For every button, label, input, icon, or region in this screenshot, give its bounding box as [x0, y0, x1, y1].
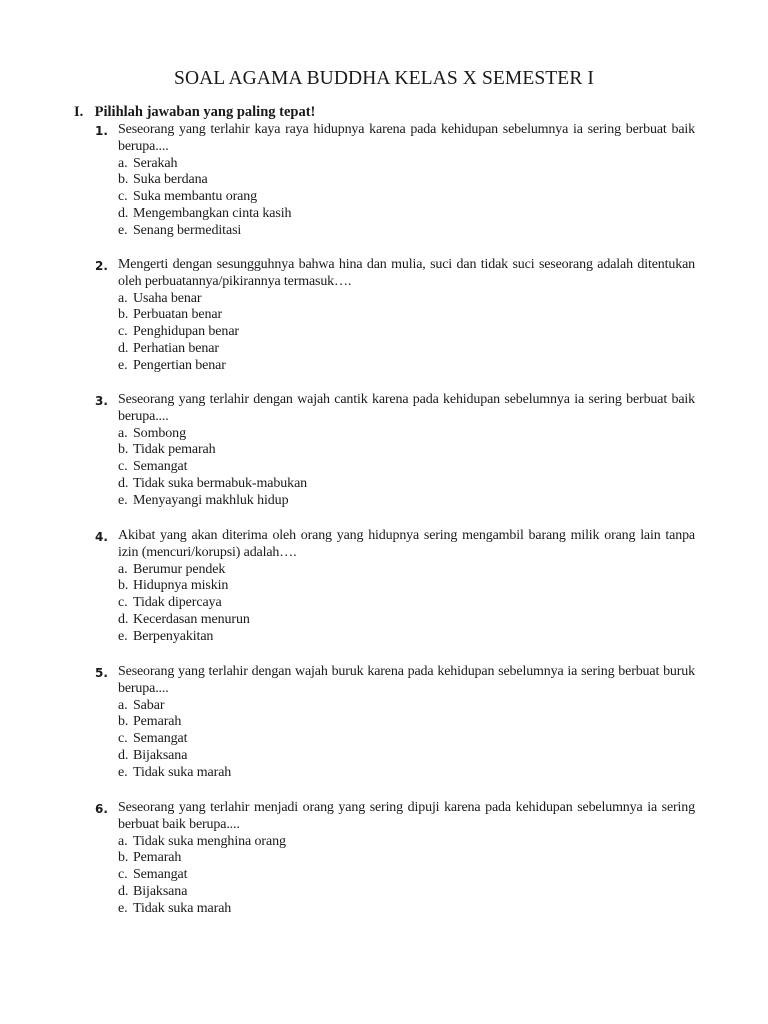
option-text: Tidak dipercaya — [133, 595, 222, 611]
option-c — [118, 459, 695, 476]
option-letter: b. — [118, 714, 129, 730]
option-e — [118, 901, 695, 918]
option-letter: c. — [118, 731, 128, 747]
option-e — [118, 493, 695, 510]
option-list — [118, 562, 695, 646]
question-5 — [95, 664, 695, 782]
question-number: 2. — [95, 259, 108, 273]
option-letter: d. — [118, 611, 129, 627]
question-1 — [95, 122, 695, 240]
question-text: Akibat yang akan diterima oleh orang yang hidupnya sering mengambil barang milik orang lain tanpa izin (mencuri/korupsi) adalah…. — [118, 528, 695, 560]
option-letter: a. — [118, 155, 128, 171]
option-a — [118, 698, 695, 715]
option-b — [118, 442, 695, 459]
option-letter: d. — [118, 340, 129, 356]
option-text: Sabar — [133, 697, 165, 713]
option-letter: e. — [118, 628, 128, 644]
page-title: SOAL AGAMA BUDDHA KELAS X SEMESTER I — [174, 68, 594, 89]
option-letter: a. — [118, 425, 128, 441]
option-text: Pemarah — [133, 714, 182, 730]
option-text: Tidak suka marah — [133, 764, 232, 780]
option-list — [118, 698, 695, 782]
option-letter: e. — [118, 357, 128, 373]
option-e — [118, 358, 695, 375]
option-letter: e. — [118, 492, 128, 508]
option-letter: b. — [118, 578, 129, 594]
option-letter: d. — [118, 747, 129, 763]
option-d — [118, 748, 695, 765]
option-text: Suka berdana — [133, 172, 208, 188]
question-4 — [95, 528, 695, 646]
option-letter: a. — [118, 697, 128, 713]
option-list — [118, 156, 695, 240]
option-c — [118, 324, 695, 341]
section-heading — [74, 104, 315, 121]
option-text: Suka membantu orang — [133, 189, 258, 205]
question-6 — [95, 800, 695, 918]
option-text: Usaha benar — [133, 290, 202, 306]
option-letter: b. — [118, 850, 129, 866]
option-letter: c. — [118, 867, 128, 883]
option-text: Tidak suka marah — [133, 900, 232, 916]
option-letter: c. — [118, 324, 128, 340]
option-a — [118, 834, 695, 851]
option-letter: d. — [118, 883, 129, 899]
option-text: Semangat — [133, 459, 188, 475]
option-text: Tidak suka bermabuk-mabukan — [133, 475, 308, 491]
option-a — [118, 562, 695, 579]
question-text: Seseorang yang terlahir dengan wajah cantik karena pada kehidupan sebelumnya ia sering berbuat baik berupa.... — [118, 392, 695, 424]
option-d — [118, 206, 695, 223]
option-text: Berpenyakitan — [133, 628, 214, 644]
option-letter: b. — [118, 307, 129, 323]
option-a — [118, 291, 695, 308]
option-letter: e. — [118, 900, 128, 916]
option-d — [118, 476, 695, 493]
option-text: Semangat — [133, 731, 188, 747]
option-b — [118, 850, 695, 867]
question-number: 1. — [95, 124, 108, 138]
option-e — [118, 629, 695, 646]
option-d — [118, 884, 695, 901]
option-c — [118, 867, 695, 884]
option-text: Semangat — [133, 867, 188, 883]
option-d — [118, 341, 695, 358]
option-letter: b. — [118, 172, 129, 188]
option-b — [118, 714, 695, 731]
question-text: Seseorang yang terlahir menjadi orang yang sering dipuji karena pada kehidupan sebelumnya ia sering berbuat baik berupa.... — [118, 800, 695, 832]
option-letter: d. — [118, 475, 129, 491]
option-letter: c. — [118, 459, 128, 475]
option-text: Penghidupan benar — [133, 324, 239, 340]
section-numeral: I. — [74, 104, 84, 120]
option-e — [118, 765, 695, 782]
question-text: Mengerti dengan sesungguhnya bahwa hina dan mulia, suci dan tidak suci seseorang adalah ditentukan oleh perbuatannya/pikirannya termasuk…. — [118, 257, 695, 289]
option-text: Berumur pendek — [133, 561, 226, 577]
option-c — [118, 731, 695, 748]
option-letter: d. — [118, 205, 129, 221]
question-number: 5. — [95, 666, 108, 680]
option-text: Pemarah — [133, 850, 182, 866]
question-number: 4. — [95, 530, 108, 544]
option-text: Perbuatan benar — [133, 307, 223, 323]
question-number: 6. — [95, 802, 108, 816]
question-text: Seseorang yang terlahir dengan wajah buruk karena pada kehidupan sebelumnya ia sering berbuat buruk berupa.... — [118, 664, 695, 696]
option-letter: e. — [118, 222, 128, 238]
option-text: Serakah — [133, 155, 178, 171]
option-b — [118, 307, 695, 324]
section-instruction: Pilihlah jawaban yang paling tepat! — [94, 104, 316, 120]
question-3 — [95, 392, 695, 510]
question-2 — [95, 257, 695, 375]
option-letter: a. — [118, 561, 128, 577]
option-text: Bijaksana — [133, 883, 188, 899]
option-text: Pengertian benar — [133, 357, 226, 373]
question-text: Seseorang yang terlahir kaya raya hidupnya karena pada kehidupan sebelumnya ia sering berbuat baik berupa.... — [118, 122, 695, 154]
option-text: Sombong — [133, 425, 186, 441]
option-text: Perhatian benar — [133, 340, 219, 356]
option-text: Bijaksana — [133, 747, 188, 763]
option-text: Kecerdasan menurun — [133, 611, 250, 627]
option-text: Hidupnya miskin — [133, 578, 229, 594]
option-text: Tidak suka menghina orang — [133, 833, 286, 849]
option-b — [118, 578, 695, 595]
option-letter: a. — [118, 833, 128, 849]
option-d — [118, 612, 695, 629]
option-letter: a. — [118, 290, 128, 306]
option-letter: e. — [118, 764, 128, 780]
option-c — [118, 189, 695, 206]
option-letter: b. — [118, 442, 129, 458]
option-list — [118, 834, 695, 918]
option-a — [118, 426, 695, 443]
option-list — [118, 426, 695, 510]
option-b — [118, 172, 695, 189]
option-c — [118, 595, 695, 612]
option-text: Tidak pemarah — [133, 442, 216, 458]
option-list — [118, 291, 695, 375]
option-text: Menyayangi makhluk hidup — [133, 492, 289, 508]
option-a — [118, 156, 695, 173]
option-text: Senang bermeditasi — [133, 222, 242, 238]
option-letter: c. — [118, 189, 128, 205]
option-text: Mengembangkan cinta kasih — [133, 205, 292, 221]
question-number: 3. — [95, 394, 108, 408]
option-e — [118, 223, 695, 240]
option-letter: c. — [118, 595, 128, 611]
